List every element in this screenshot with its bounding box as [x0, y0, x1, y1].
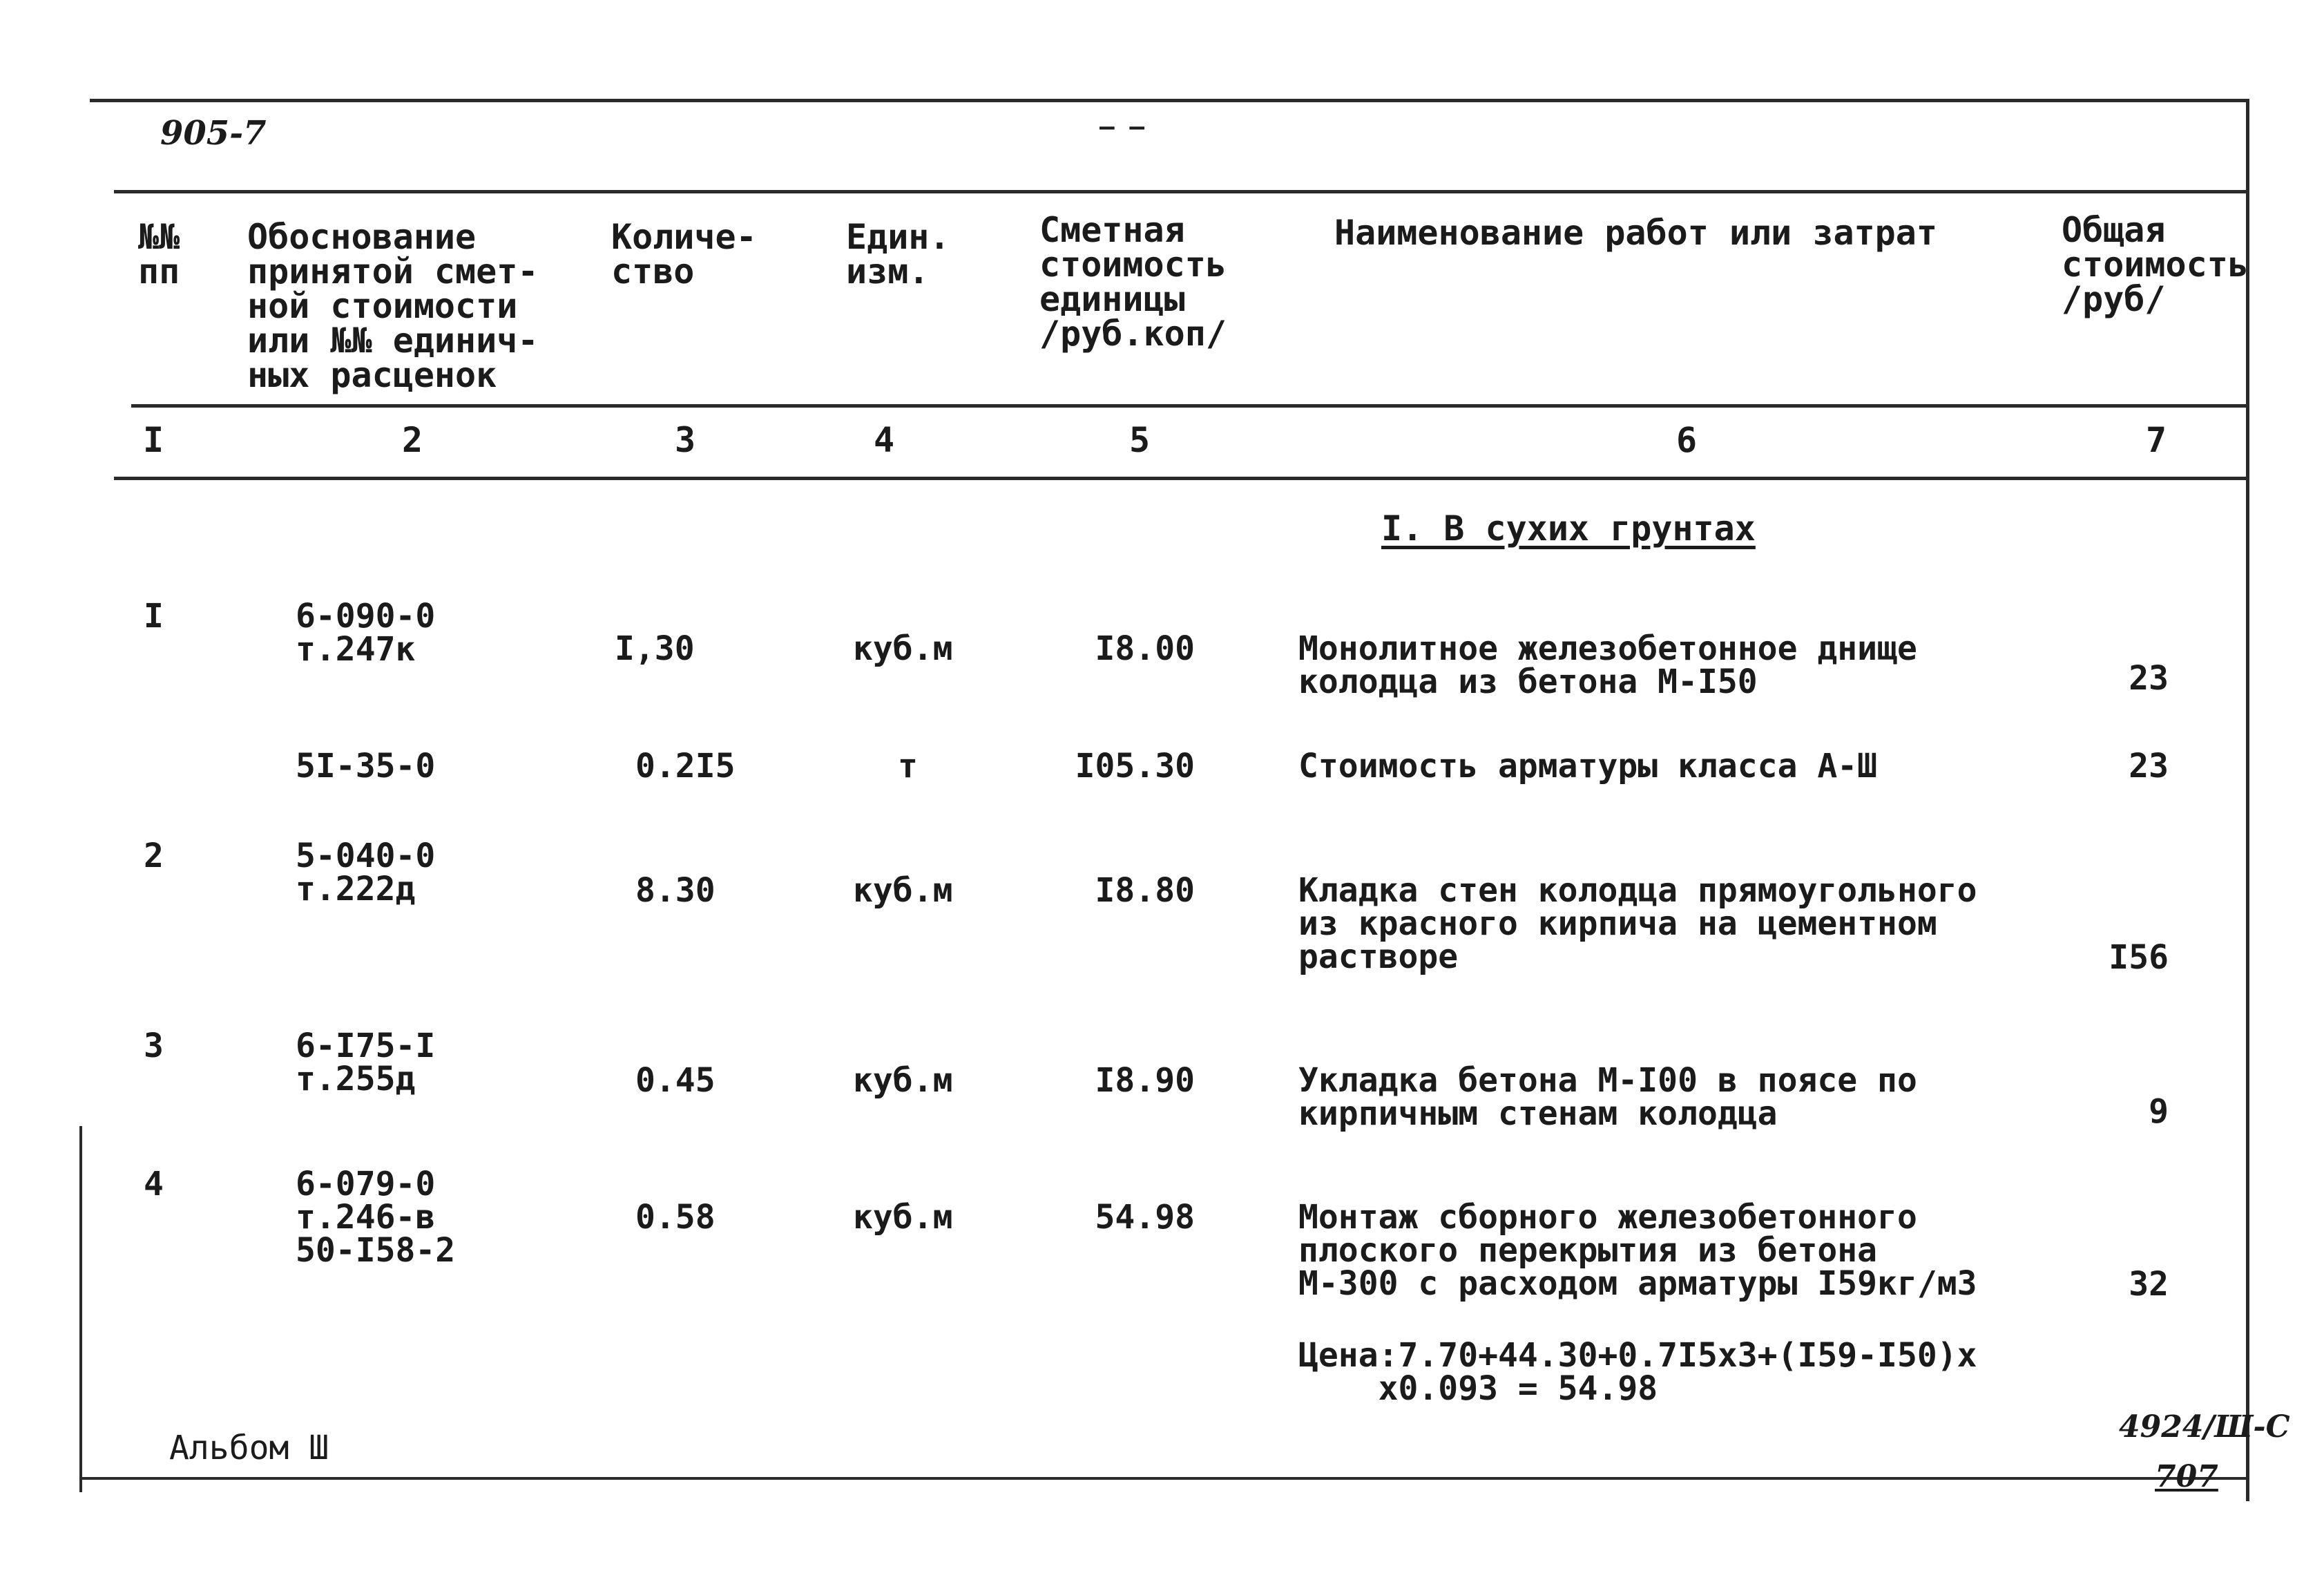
- row-work-name: Монолитное железобетонное днище колодца из бетона М-I50: [1298, 629, 1917, 701]
- row-work-name: Стоимость арматуры класса А-Ш: [1298, 747, 1878, 785]
- column-number-7: 7: [2145, 420, 2167, 460]
- row-unit: куб.м: [853, 1061, 953, 1100]
- row-unit: куб.м: [853, 871, 953, 910]
- header-col-number: №№ пп: [138, 217, 180, 292]
- frame-top-line: [90, 99, 2248, 102]
- row-unit: куб.м: [853, 1198, 953, 1237]
- column-numbers-bottom-line: [114, 477, 2248, 480]
- page-marker: — —: [1099, 113, 1145, 141]
- row-work-name: Кладка стен колодца прямоугольного из красного кирпича на цементном растворе: [1298, 871, 1977, 976]
- corner-code: 905-7: [160, 114, 267, 153]
- header-col-quantity: Количе- ство: [611, 217, 757, 292]
- album-label: Альбом Ш: [169, 1429, 329, 1467]
- column-number-6: 6: [1675, 420, 1698, 460]
- row-basis: 5I-35-0: [296, 747, 436, 785]
- frame-bottom-line: [79, 1477, 2248, 1480]
- column-number-1: I: [142, 420, 164, 460]
- row-basis: 6-079-0 т.246-в 50-I58-2: [296, 1165, 456, 1270]
- header-col-unit: Един. изм.: [846, 217, 950, 292]
- header-col-basis: Обоснование принятой смет- ной стоимости или №№ единич- ных расценок: [247, 217, 539, 395]
- row-quantity: 0.58: [635, 1198, 716, 1237]
- row-basis: 5-040-0 т.222д: [296, 837, 436, 908]
- row-total: 9: [2149, 1092, 2169, 1131]
- row-unit-price: 54.98: [1095, 1198, 1195, 1237]
- row-basis: 6-I75-I т.255д: [296, 1027, 436, 1098]
- row-unit-price: I05.30: [1075, 747, 1195, 785]
- row-work-name: Укладка бетона М-I00 в поясе по кирпичным стенам колодца: [1298, 1061, 1917, 1133]
- price-formula: Цена:7.70+44.30+0.7I5х3+(I59-I50)х х0.093 = 54.98: [1298, 1336, 1977, 1408]
- row-unit-price: I8.90: [1095, 1061, 1195, 1100]
- column-number-2: 2: [401, 420, 423, 460]
- row-unit-price: I8.00: [1095, 629, 1195, 668]
- frame-left-line: [79, 1126, 82, 1492]
- header-bottom-line: [131, 404, 2248, 408]
- row-total: I56: [2109, 938, 2169, 977]
- row-total: 23: [2129, 747, 2169, 785]
- column-number-3: 3: [674, 420, 696, 460]
- document-code: 4924/Ш-С: [2119, 1409, 2290, 1445]
- header-col-name: Наименование работ или затрат: [1334, 213, 1937, 253]
- header-top-line: [114, 190, 2248, 193]
- row-number: 4: [144, 1165, 164, 1203]
- row-number: 3: [144, 1027, 164, 1065]
- section-title: I. В сухих грунтах: [1381, 508, 1756, 549]
- row-unit: куб.м: [853, 629, 953, 668]
- column-number-4: 4: [873, 420, 895, 460]
- row-basis: 6-090-0 т.247к: [296, 597, 436, 669]
- row-number: I: [144, 597, 164, 636]
- row-unit: т: [898, 747, 918, 785]
- header-col-unit-price: Сметная стоимость единицы /руб.коп/: [1039, 210, 1227, 354]
- row-work-name: Монтаж сборного железобетонного плоского перекрытия из бетона М-300 с расходом арматуры I59кг/м3: [1298, 1198, 1977, 1303]
- row-unit-price: I8.80: [1095, 871, 1195, 910]
- column-number-5: 5: [1129, 420, 1151, 460]
- row-total: 23: [2129, 659, 2169, 698]
- page-number: 707: [2155, 1459, 2218, 1494]
- row-total: 32: [2129, 1265, 2169, 1304]
- row-quantity: 8.30: [635, 871, 716, 910]
- row-quantity: 0.45: [635, 1061, 716, 1100]
- row-quantity: I,30: [615, 629, 695, 668]
- header-col-total: Общая стоимость /руб/: [2062, 210, 2249, 319]
- row-quantity: 0.2I5: [635, 747, 736, 785]
- row-number: 2: [144, 837, 164, 875]
